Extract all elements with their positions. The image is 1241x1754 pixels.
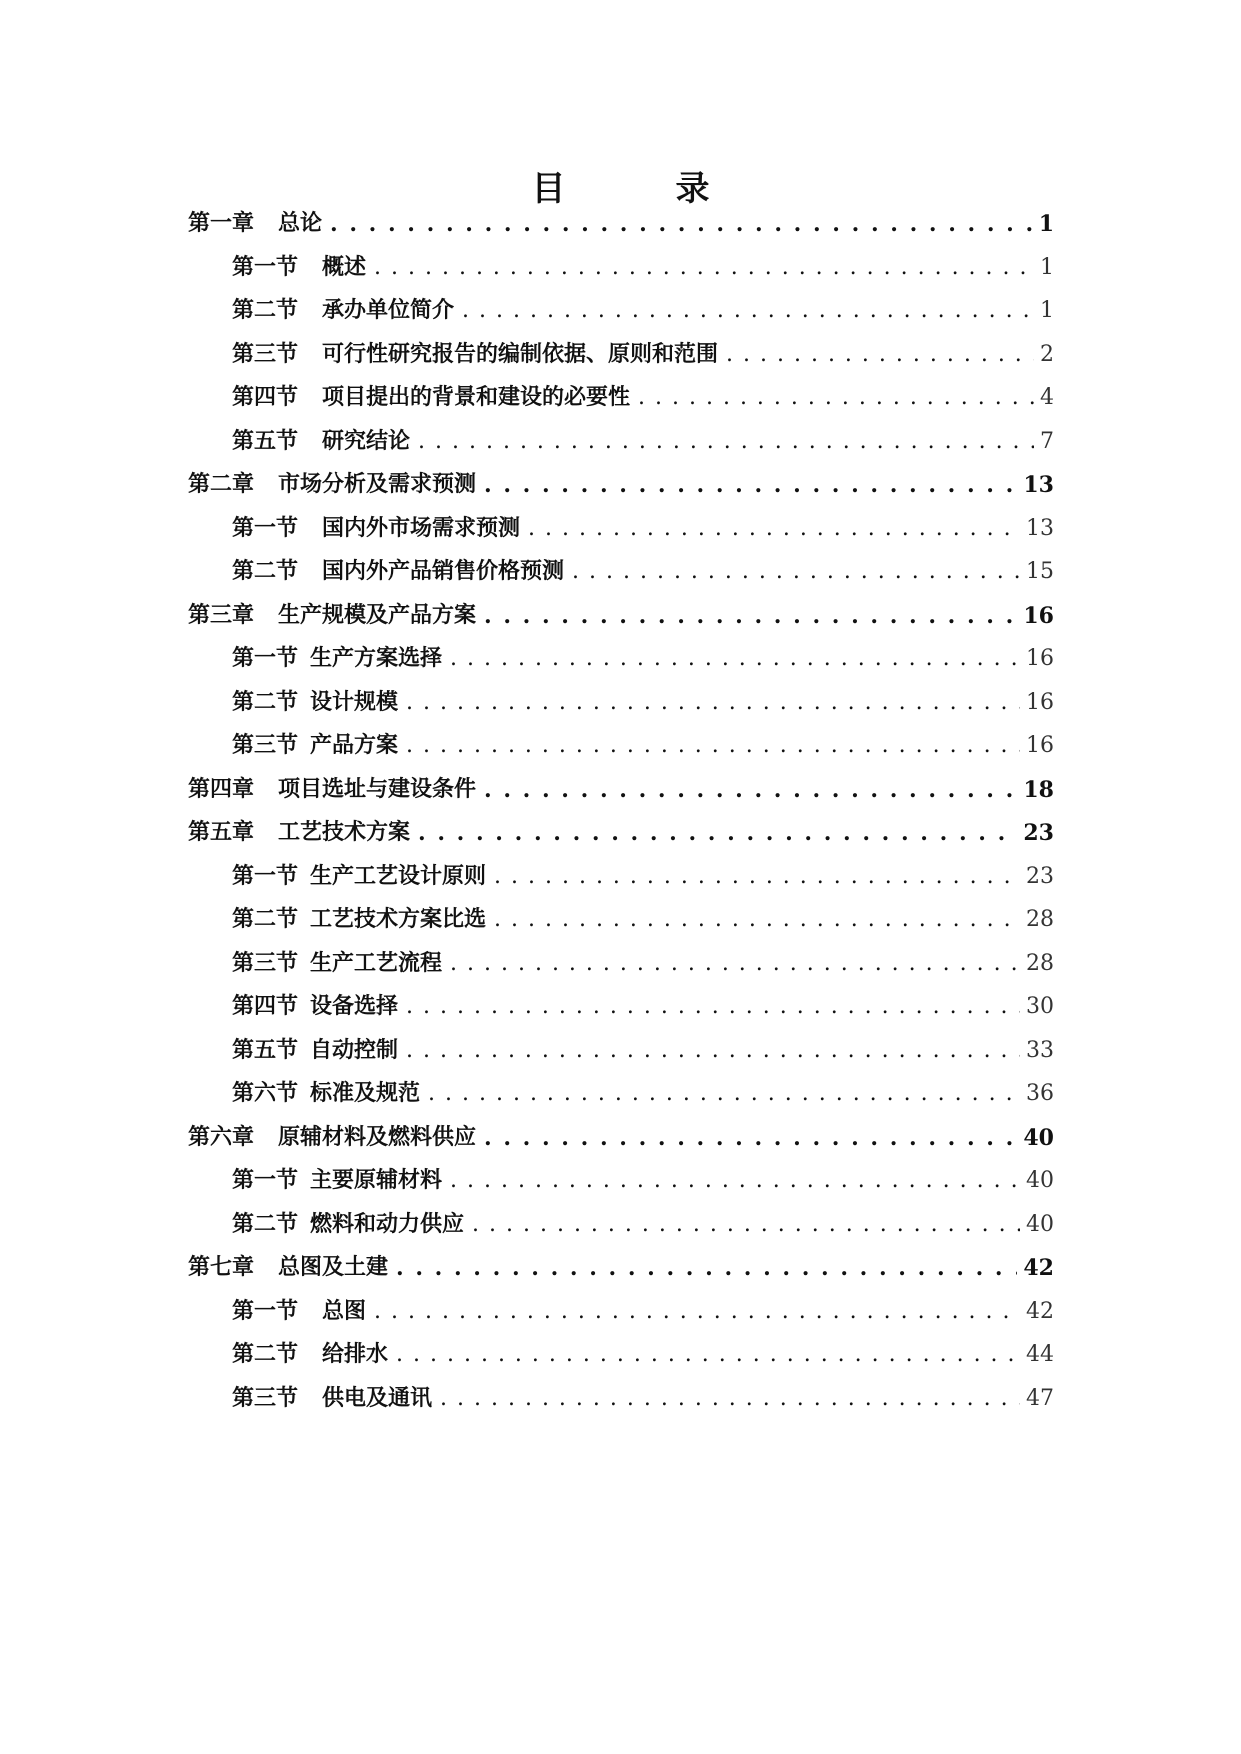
toc-entry-title: 总图 bbox=[322, 1299, 367, 1324]
toc-entry-label bbox=[188, 208, 322, 240]
toc-chapter-row[interactable] bbox=[188, 1122, 1054, 1154]
toc-chapter-row[interactable] bbox=[188, 208, 1054, 240]
toc-entry-label bbox=[188, 1122, 476, 1154]
toc-entry-label bbox=[188, 817, 410, 849]
toc-entry-number: 第三节 bbox=[232, 342, 299, 367]
toc-entry-label bbox=[232, 513, 520, 545]
toc-page-number: 16 bbox=[1023, 603, 1054, 629]
toc-entry-title: 国内外市场需求预测 bbox=[322, 516, 521, 541]
dot-leader bbox=[418, 426, 1034, 458]
toc-entry-number: 第一章 bbox=[188, 211, 255, 236]
toc-page-number: 28 bbox=[1026, 951, 1054, 976]
dot-leader bbox=[396, 1339, 1020, 1371]
toc-entry-number: 第三章 bbox=[188, 603, 255, 628]
toc-entry-title: 总论 bbox=[278, 211, 323, 236]
toc-entry-number: 第二章 bbox=[188, 472, 255, 497]
dot-leader bbox=[484, 1122, 1017, 1154]
toc-entry-label bbox=[232, 643, 442, 675]
dot-leader bbox=[374, 252, 1034, 284]
toc-page-number: 15 bbox=[1026, 559, 1054, 584]
dot-leader bbox=[472, 1209, 1020, 1241]
toc-entry-number: 第二节 bbox=[232, 559, 299, 584]
toc-entry-number: 第四章 bbox=[188, 777, 255, 802]
toc-page-number: 2 bbox=[1040, 342, 1054, 367]
toc-entry-label bbox=[232, 1296, 366, 1328]
toc-entry-title: 研究结论 bbox=[322, 429, 411, 454]
toc-page-number: 40 bbox=[1023, 1125, 1054, 1151]
dot-leader bbox=[572, 556, 1020, 588]
toc-page-number: 28 bbox=[1026, 907, 1054, 932]
toc-entry-title: 承办单位简介 bbox=[322, 298, 455, 323]
toc-entry-number: 第五节 bbox=[232, 429, 299, 454]
toc-page-number: 1 bbox=[1040, 255, 1054, 280]
toc-entry-title: 总图及土建 bbox=[278, 1255, 389, 1280]
dot-leader bbox=[330, 208, 1033, 240]
toc-entry-title: 给排水 bbox=[322, 1342, 389, 1367]
toc-page-number: 30 bbox=[1026, 994, 1054, 1019]
toc-entry-title: 燃料和动力供应 bbox=[310, 1212, 465, 1237]
toc-section-row[interactable] bbox=[232, 382, 1054, 414]
toc-entry-label bbox=[188, 600, 476, 632]
toc-entry-label bbox=[232, 948, 442, 980]
toc-entry-title: 概述 bbox=[322, 255, 367, 280]
toc-chapter-row[interactable] bbox=[188, 1252, 1054, 1284]
dot-leader bbox=[484, 774, 1017, 806]
toc-entry-number: 第四节 bbox=[232, 385, 299, 410]
toc-section-row[interactable] bbox=[232, 1339, 1054, 1371]
toc-section-row[interactable] bbox=[232, 1165, 1054, 1197]
dot-leader bbox=[374, 1296, 1020, 1328]
toc-entry-number: 第一节 bbox=[232, 255, 299, 280]
toc-page-number: 7 bbox=[1040, 429, 1054, 454]
toc-entry-number: 第一节 bbox=[232, 516, 299, 541]
toc-entry-number: 第六节 bbox=[232, 1081, 299, 1106]
toc-page-number: 23 bbox=[1026, 864, 1054, 889]
toc-chapter-row[interactable] bbox=[188, 817, 1054, 849]
toc-page-number: 42 bbox=[1026, 1299, 1054, 1324]
toc-entry-number: 第三节 bbox=[232, 733, 299, 758]
toc-entry-title: 自动控制 bbox=[310, 1038, 399, 1063]
toc-entry-label bbox=[232, 556, 564, 588]
toc-entry-number: 第一节 bbox=[232, 646, 299, 671]
toc-entry-label bbox=[232, 904, 486, 936]
toc-entry-label bbox=[232, 730, 398, 762]
toc-entry-title: 项目选址与建设条件 bbox=[278, 777, 477, 802]
toc-section-row[interactable] bbox=[232, 861, 1054, 893]
toc-entry-label bbox=[188, 1252, 388, 1284]
toc-page-number: 1 bbox=[1038, 211, 1054, 237]
toc-entry-label bbox=[232, 295, 454, 327]
toc-chapter-row[interactable] bbox=[188, 469, 1054, 501]
dot-leader bbox=[528, 513, 1020, 545]
dot-leader bbox=[484, 469, 1017, 501]
dot-leader bbox=[440, 1383, 1020, 1415]
toc-entry-number: 第七章 bbox=[188, 1255, 255, 1280]
page-title: 目 录 bbox=[531, 168, 748, 209]
toc-page-number: 42 bbox=[1023, 1255, 1054, 1281]
toc-entry-title: 工艺技术方案 bbox=[278, 820, 411, 845]
toc-entry-title: 原辅材料及燃料供应 bbox=[278, 1125, 477, 1150]
toc-page-number: 13 bbox=[1023, 472, 1054, 498]
toc-section-row[interactable] bbox=[232, 252, 1054, 284]
dot-leader bbox=[638, 382, 1034, 414]
toc-entry-title: 设备选择 bbox=[310, 994, 399, 1019]
toc-entry-label bbox=[188, 469, 476, 501]
toc-entry-number: 第三节 bbox=[232, 1386, 299, 1411]
toc-page-number: 40 bbox=[1026, 1212, 1054, 1237]
toc-section-row[interactable] bbox=[232, 556, 1054, 588]
toc-page-number: 16 bbox=[1026, 646, 1054, 671]
toc-page-number: 47 bbox=[1026, 1386, 1054, 1411]
toc-entry-number: 第二节 bbox=[232, 690, 299, 715]
toc-entry-title: 设计规模 bbox=[310, 690, 399, 715]
toc-entry-title: 生产工艺设计原则 bbox=[310, 864, 487, 889]
toc-section-row[interactable] bbox=[232, 1383, 1054, 1415]
toc-page-number: 18 bbox=[1023, 777, 1054, 803]
dot-leader bbox=[462, 295, 1034, 327]
toc-page-number: 16 bbox=[1026, 733, 1054, 758]
toc-page-number: 4 bbox=[1040, 385, 1054, 410]
toc-entry-title: 市场分析及需求预测 bbox=[278, 472, 477, 497]
toc-entry-title: 生产规模及产品方案 bbox=[278, 603, 477, 628]
toc-entry-number: 第二节 bbox=[232, 1342, 299, 1367]
dot-leader bbox=[406, 991, 1020, 1023]
toc-entry-number: 第一节 bbox=[232, 864, 299, 889]
toc-entry-title: 生产工艺流程 bbox=[310, 951, 443, 976]
toc-section-row[interactable] bbox=[232, 1209, 1054, 1241]
toc-page-number: 36 bbox=[1026, 1081, 1054, 1106]
toc-section-row[interactable] bbox=[232, 904, 1054, 936]
dot-leader bbox=[450, 948, 1020, 980]
toc-section-row[interactable] bbox=[232, 730, 1054, 762]
toc-entry-title: 可行性研究报告的编制依据、原则和范围 bbox=[322, 342, 719, 367]
dot-leader bbox=[396, 1252, 1017, 1284]
toc-section-row[interactable] bbox=[232, 426, 1054, 458]
dot-leader bbox=[494, 904, 1020, 936]
toc-entry-title: 产品方案 bbox=[310, 733, 399, 758]
toc-entry-number: 第六章 bbox=[188, 1125, 255, 1150]
toc-entry-title: 主要原辅材料 bbox=[310, 1168, 443, 1193]
toc-entry-number: 第二节 bbox=[232, 298, 299, 323]
toc-section-row[interactable] bbox=[232, 687, 1054, 719]
toc-section-row[interactable] bbox=[232, 295, 1054, 327]
toc-section-row[interactable] bbox=[232, 1035, 1054, 1067]
toc-page-number: 40 bbox=[1026, 1168, 1054, 1193]
toc-entry-label bbox=[232, 1078, 420, 1110]
toc-entry-label bbox=[232, 1383, 432, 1415]
toc-entry-label bbox=[232, 687, 398, 719]
toc-chapter-row[interactable] bbox=[188, 600, 1054, 632]
toc-section-row[interactable] bbox=[232, 991, 1054, 1023]
dot-leader bbox=[406, 1035, 1020, 1067]
toc-entry-title: 供电及通讯 bbox=[322, 1386, 433, 1411]
toc-section-row[interactable] bbox=[232, 1296, 1054, 1328]
dot-leader bbox=[494, 861, 1020, 893]
toc-page-number: 16 bbox=[1026, 690, 1054, 715]
toc-entry-number: 第二节 bbox=[232, 907, 299, 932]
toc-entry-label bbox=[232, 339, 718, 371]
dot-leader bbox=[484, 600, 1017, 632]
toc-entry-label bbox=[232, 382, 630, 414]
toc-section-row[interactable] bbox=[232, 948, 1054, 980]
toc-section-row[interactable] bbox=[232, 1078, 1054, 1110]
toc-page-number: 13 bbox=[1026, 516, 1054, 541]
toc-section-row[interactable] bbox=[232, 513, 1054, 545]
toc-entry-label bbox=[232, 1165, 442, 1197]
dot-leader bbox=[406, 730, 1020, 762]
toc-entry-number: 第五节 bbox=[232, 1038, 299, 1063]
dot-leader bbox=[450, 643, 1020, 675]
dot-leader bbox=[418, 817, 1017, 849]
dot-leader bbox=[726, 339, 1034, 371]
toc-entry-title: 项目提出的背景和建设的必要性 bbox=[322, 385, 631, 410]
toc-entry-number: 第五章 bbox=[188, 820, 255, 845]
toc-page-number: 44 bbox=[1026, 1342, 1054, 1367]
toc-entry-label bbox=[232, 252, 366, 284]
toc-entry-number: 第一节 bbox=[232, 1299, 299, 1324]
toc-entry-number: 第二节 bbox=[232, 1212, 299, 1237]
toc-page-number: 23 bbox=[1023, 820, 1054, 846]
toc-entry-number: 第一节 bbox=[232, 1168, 299, 1193]
toc-chapter-row[interactable] bbox=[188, 774, 1054, 806]
toc-entry-label bbox=[188, 774, 476, 806]
toc-page-number: 33 bbox=[1026, 1038, 1054, 1063]
dot-leader bbox=[450, 1165, 1020, 1197]
toc-entry-title: 生产方案选择 bbox=[310, 646, 443, 671]
toc-section-row[interactable] bbox=[232, 643, 1054, 675]
toc-entry-label bbox=[232, 426, 410, 458]
toc-entry-number: 第四节 bbox=[232, 994, 299, 1019]
dot-leader bbox=[406, 687, 1020, 719]
toc-entry-title: 标准及规范 bbox=[310, 1081, 421, 1106]
toc-entry-label bbox=[232, 991, 398, 1023]
toc-section-row[interactable] bbox=[232, 339, 1054, 371]
toc-entry-title: 国内外产品销售价格预测 bbox=[322, 559, 565, 584]
toc-entry-label bbox=[232, 1339, 388, 1371]
toc-entry-title: 工艺技术方案比选 bbox=[310, 907, 487, 932]
toc-entry-number: 第三节 bbox=[232, 951, 299, 976]
toc-page-number: 1 bbox=[1040, 298, 1054, 323]
toc-entry-label bbox=[232, 1035, 398, 1067]
toc-entry-label bbox=[232, 861, 486, 893]
toc-entry-label bbox=[232, 1209, 464, 1241]
dot-leader bbox=[428, 1078, 1020, 1110]
